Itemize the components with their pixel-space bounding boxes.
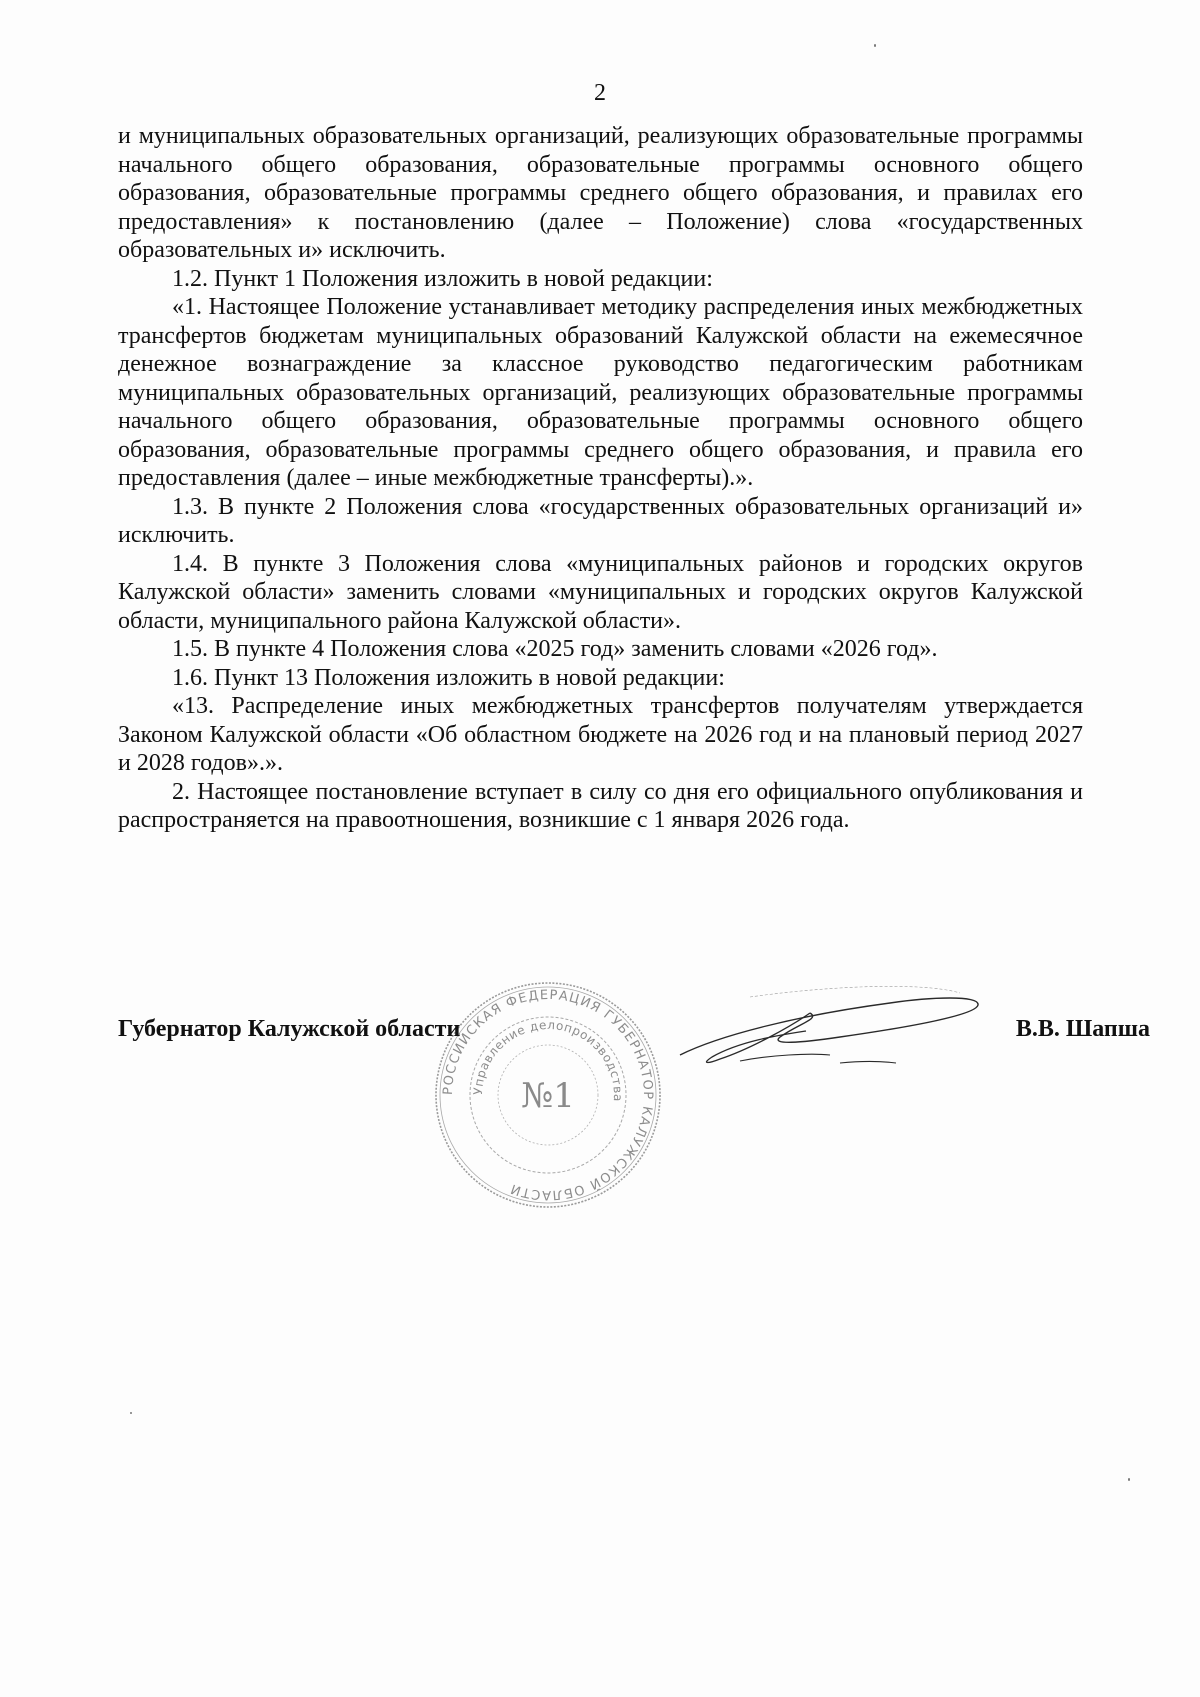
paragraph: 1.5. В пункте 4 Положения слова «2025 год» заменить словами «2026 год».	[172, 636, 938, 662]
paragraph: 1.2. Пункт 1 Положения изложить в новой редакции:	[172, 265, 713, 292]
seal-outer-text: РОССИЙСКАЯ ФЕДЕРАЦИЯ ГУБЕРНАТОР КАЛУЖСКОЙ ОБЛАСТИ	[440, 987, 656, 1203]
scan-speck	[874, 44, 876, 47]
paragraph: 2. Настоящее постановление вступает в силу со дня его официального опубликования и распространяется на правоотношения, возникшие с 1 января 2026 года.	[118, 778, 1083, 833]
signatory-position: Губернатор Калужской области	[118, 1016, 461, 1042]
scan-speck	[1128, 1478, 1130, 1481]
official-seal-stamp	[428, 975, 668, 1215]
page-number: 2	[594, 80, 606, 106]
paragraph: 1.3. В пункте 2 Положения слова «государственных образовательных организаций и» исключить.	[118, 493, 1083, 548]
signatory-name: В.В. Шапша	[1015, 1016, 1150, 1042]
paragraph: 1.6. Пункт 13 Положения изложить в новой редакции:	[172, 664, 725, 691]
paragraph: 1.4. В пункте 3 Положения слова «муниципальных районов и городских округов Калужской области» заменить словами «муниципальных и городских округов Калужской области, муниципального района Калужской области».	[118, 550, 1083, 634]
document-body	[118, 122, 1083, 835]
scan-speck	[130, 1412, 132, 1414]
seal-inner-text: Управление делопроизводства	[470, 1017, 626, 1103]
paragraph: «1. Настоящее Положение устанавливает методику распределения иных межбюджетных трансфертов бюджетам муниципальных образований Калужской области на ежемесячное денежное вознаграждение за классное руководство педагогическим работникам муниципальных образовательных организаций, реализующих образовательные программы начального общего образования, образовательные программы основного общего образования, образовательные программы среднего общего образования, и правила его предоставления (далее – иные межбюджетные трансферты).».	[118, 294, 1083, 491]
seal-number: №1	[521, 1076, 575, 1116]
paragraph: и муниципальных образовательных организаций, реализующих образовательные программы начального общего образования, образовательные программы основного общего образования, образовательные программы среднего общего образования, и правилах его предоставления» к постановлению (далее – Положение) слова «государственных образовательных и» исключить.	[118, 123, 1083, 263]
handwritten-signature	[660, 975, 990, 1085]
paragraph: «13. Распределение иных межбюджетных трансфертов получателям утверждается Законом Калужской области «Об областном бюджете на 2026 год и на плановый период 2027 и 2028 годов».».	[118, 693, 1083, 776]
